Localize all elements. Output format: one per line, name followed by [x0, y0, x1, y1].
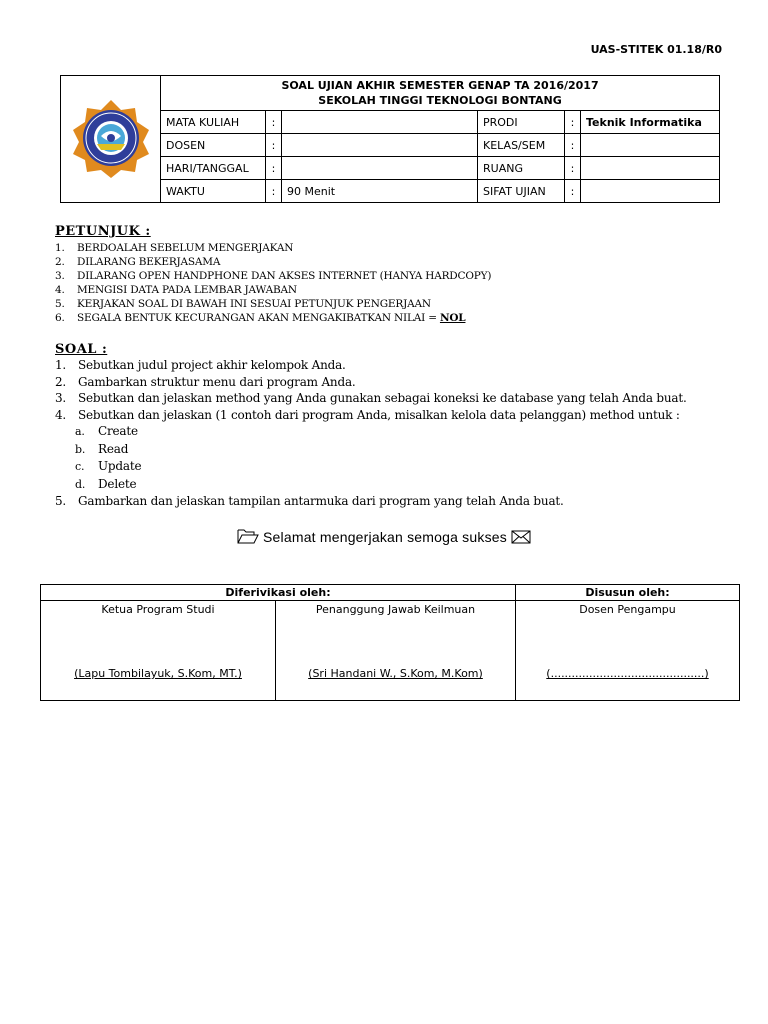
sub-list-item: b. Read — [75, 441, 129, 456]
header-row-dosen: DOSEN : KELAS/SEM : — [61, 134, 720, 157]
value-kelas-sem — [581, 134, 720, 157]
value-prodi: Teknik Informatika — [581, 111, 720, 134]
closing-text: Selamat mengerjakan semoga sukses — [263, 529, 507, 545]
header-row-hari-tanggal: HARI/TANGGAL : RUANG : — [61, 157, 720, 180]
exam-title — [161, 76, 720, 111]
sub-list-item: a. Create — [75, 424, 138, 438]
signature-dosen-pengampu: Dosen Pengampu (............................................) — [516, 601, 740, 701]
petunjuk-list — [55, 241, 491, 325]
label-ruang: RUANG — [478, 157, 565, 180]
list-item: 5. KERJAKAN SOAL DI BAWAH INI SESUAI PETUNJUK PENGERJAAN — [55, 298, 431, 310]
petunjuk-heading: PETUNJUK : — [55, 224, 151, 239]
label-dosen: DOSEN — [161, 134, 266, 157]
document-code: UAS-STITEK 01.18/R0 — [590, 43, 722, 56]
label-hari-tanggal: HARI/TANGGAL — [161, 157, 266, 180]
label-mata-kuliah: MATA KULIAH — [161, 111, 266, 134]
envelope-icon — [511, 530, 531, 544]
signature-table — [40, 584, 740, 701]
list-item: 2. Gambarkan struktur menu dari program Anda. — [55, 374, 356, 389]
list-item: 1. Sebutkan judul project akhir kelompok Anda. — [55, 358, 346, 372]
signature-ketua-prodi: Ketua Program Studi (Lapu Tombilayuk, S.Kom, MT.) — [41, 601, 276, 701]
list-item: 5. Gambarkan dan jelaskan tampilan antarmuka dari program yang telah Anda buat. — [55, 494, 564, 508]
value-dosen — [282, 134, 478, 157]
exam-title-line-1: SOAL UJIAN AKHIR SEMESTER GENAP TA 2016/2017 — [281, 79, 599, 92]
value-mata-kuliah — [282, 111, 478, 134]
list-item: 4. MENGISI DATA PADA LEMBAR JAWABAN — [55, 284, 297, 296]
list-item: 1. BERDOALAH SEBELUM MENGERJAKAN — [55, 242, 294, 254]
label-kelas-sem: KELAS/SEM — [478, 134, 565, 157]
list-item: 4. Sebutkan dan jelaskan (1 contoh dari program Anda, misalkan kelola data pelanggan) method untuk : — [55, 407, 680, 422]
stitek-seal-logo — [71, 98, 151, 178]
list-item: 2. DILARANG BEKERJASAMA — [55, 256, 221, 268]
label-waktu: WAKTU — [161, 180, 266, 203]
value-ruang — [581, 157, 720, 180]
header-row-mata-kuliah: MATA KULIAH : PRODI : Teknik Informatika — [61, 111, 720, 134]
list-item: 6. SEGALA BENTUK KECURANGAN AKAN MENGAKIBATKAN NILAI = NOL — [55, 312, 466, 324]
verified-by-label: Diferivikasi oleh: — [41, 585, 516, 601]
list-item: 3. DILARANG OPEN HANDPHONE DAN AKSES INTERNET (HANYA HARDCOPY) — [55, 270, 492, 282]
value-hari-tanggal — [282, 157, 478, 180]
label-sifat-ujian: SIFAT UJIAN — [478, 180, 565, 203]
open-folder-icon — [237, 528, 259, 544]
signature-penanggung-jawab: Penanggung Jawab Keilmuan (Sri Handani W., S.Kom, M.Kom) — [276, 601, 516, 701]
exam-title-line-2: SEKOLAH TINGGI TEKNOLOGI BONTANG — [318, 94, 562, 107]
value-sifat-ujian — [581, 180, 720, 203]
list-item: 3. Sebutkan dan jelaskan method yang Anda gunakan sebagai koneksi ke database yang telah Anda buat. — [55, 391, 687, 405]
prepared-by-label: Disusun oleh: — [516, 585, 740, 601]
logo-cell — [61, 76, 161, 203]
sub-list-item: d. Delete — [75, 476, 137, 491]
value-waktu: 90 Menit — [282, 180, 478, 203]
header-row-waktu: WAKTU : 90 Menit SIFAT UJIAN : — [61, 180, 720, 203]
closing-message — [0, 528, 768, 545]
soal-list — [55, 357, 687, 510]
label-prodi: PRODI — [478, 111, 565, 134]
soal-heading: SOAL : — [55, 342, 108, 357]
nol-emphasis: NOL — [439, 312, 466, 324]
exam-header-table — [60, 75, 720, 203]
sub-list-item: c. Update — [75, 459, 142, 473]
